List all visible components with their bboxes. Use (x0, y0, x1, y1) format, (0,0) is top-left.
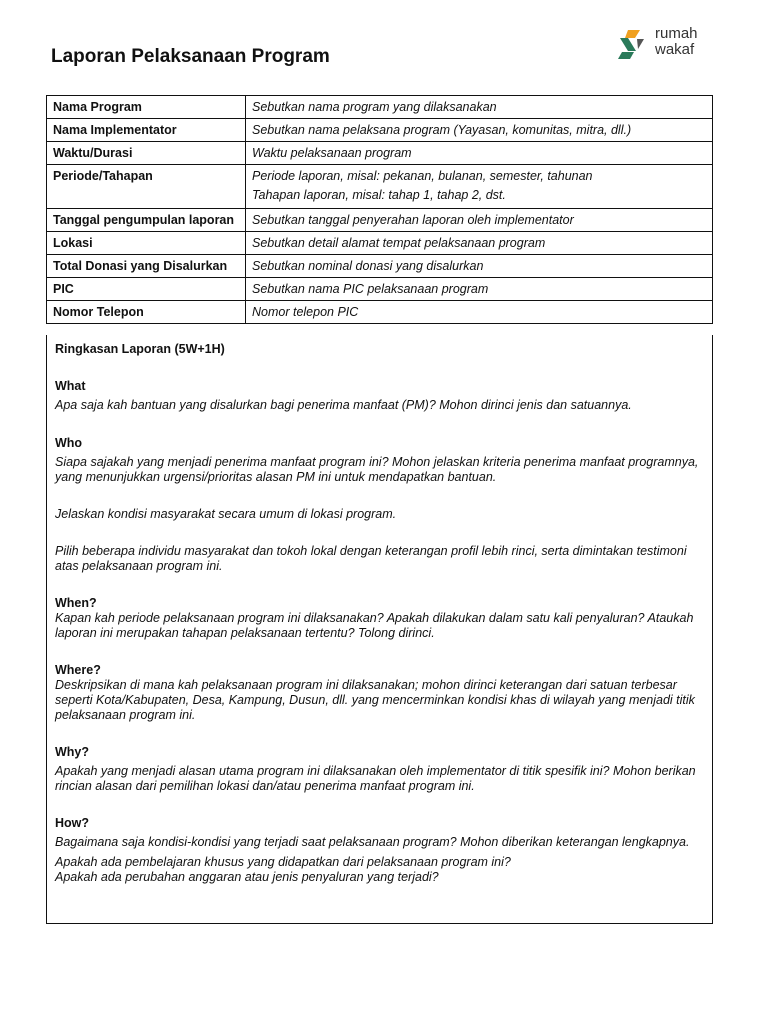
logo-text-line2: wakaf (655, 41, 695, 58)
table-row (47, 142, 713, 165)
logo-text (655, 26, 698, 58)
row-label: Lokasi (47, 232, 246, 255)
who-title: Who (55, 436, 83, 450)
row-value: Sebutkan detail alamat tempat pelaksanaan program (246, 232, 713, 255)
row-value (246, 165, 713, 209)
what-title: What (55, 379, 86, 393)
where-text: Deskripsikan di mana kah pelaksanaan program ini dilaksanakan; mohon dirinci keterangan dari satuan terbesar seperti Kota/Kabupaten, Desa, Kampung, Dusun, dll. yang mencerminkan kondisi khas di wilayah yang menjadi titik pelaksanaan program ini. (55, 678, 695, 722)
row-value: Sebutkan nama program yang dilaksanakan (246, 96, 713, 119)
row-value: Waktu pelaksanaan program (246, 142, 713, 165)
row-label: Waktu/Durasi (47, 142, 246, 165)
logo (616, 26, 716, 66)
what-text: Apa saja kah bantuan yang disalurkan bagi penerima manfaat (PM)? Mohon dirinci jenis dan satuannya. (55, 398, 632, 412)
program-info-table (46, 95, 713, 324)
why-text: Apakah yang menjadi alasan utama program ini dilaksanakan oleh implementator di titik spesifik ini? Mohon berikan rincian alasan dari pemilihan lokasi dan/atau penerima manfaat program ini. (55, 764, 696, 793)
table-row (47, 301, 713, 324)
summary-section (46, 335, 713, 924)
table-row (47, 278, 713, 301)
how-text-1: Bagaimana saja kondisi-kondisi yang terjadi saat pelaksanaan program? Mohon diberikan keterangan lengkapnya. (55, 835, 690, 849)
page-title: Laporan Pelaksanaan Program (51, 46, 330, 67)
how-text-3: Apakah ada perubahan anggaran atau jenis penyaluran yang terjadi? (55, 870, 439, 884)
logo-text-line1: rumah (655, 25, 698, 42)
row-label: Total Donasi yang Disalurkan (47, 255, 246, 278)
table-row (47, 119, 713, 142)
row-label: Periode/Tahapan (47, 165, 246, 209)
row-value: Sebutkan tanggal penyerahan laporan oleh implementator (246, 209, 713, 232)
rumah-wakaf-logo-icon (616, 27, 648, 61)
table-row (47, 232, 713, 255)
row-value-line2: Tahapan laporan, misal: tahap 1, tahap 2, dst. (252, 188, 506, 202)
row-value: Sebutkan nama PIC pelaksanaan program (246, 278, 713, 301)
who-text-1: Siapa sajakah yang menjadi penerima manfaat program ini? Mohon jelaskan kriteria penerima manfaat programnya, yang menunjukkan urgensi/prioritas alasan PM ini untuk mendapatkan bantuan. (55, 455, 699, 484)
where-title: Where? (55, 663, 101, 677)
when-text: Kapan kah periode pelaksanaan program ini dilaksanakan? Apakah dilakukan dalam satu kali penyaluran? Ataukah laporan ini merupakan tahapan pelaksanaan tertentu? Tolong dirinci. (55, 611, 694, 640)
row-value: Sebutkan nama pelaksana program (Yayasan, komunitas, mitra, dll.) (246, 119, 713, 142)
row-label: Nomor Telepon (47, 301, 246, 324)
how-title: How? (55, 816, 90, 830)
who-text-3: Pilih beberapa individu masyarakat dan tokoh lokal dengan keterangan profil lebih rinci, serta dimintakan testimoni atas pelaksanaan program ini. (55, 544, 687, 573)
row-label: Nama Implementator (47, 119, 246, 142)
table-row (47, 255, 713, 278)
row-value-line1: Periode laporan, misal: pekanan, bulanan, semester, tahunan (252, 169, 593, 183)
row-label: PIC (47, 278, 246, 301)
row-value: Sebutkan nominal donasi yang disalurkan (246, 255, 713, 278)
summary-heading: Ringkasan Laporan (5W+1H) (55, 342, 225, 356)
row-label: Nama Program (47, 96, 246, 119)
table-row (47, 209, 713, 232)
row-label: Tanggal pengumpulan laporan (47, 209, 246, 232)
who-text-2: Jelaskan kondisi masyarakat secara umum di lokasi program. (55, 507, 397, 521)
row-value: Nomor telepon PIC (246, 301, 713, 324)
why-title: Why? (55, 745, 90, 759)
table-row (47, 96, 713, 119)
table-row (47, 165, 713, 209)
when-title: When? (55, 596, 97, 610)
how-text-2: Apakah ada pembelajaran khusus yang didapatkan dari pelaksanaan program ini? (55, 855, 511, 869)
